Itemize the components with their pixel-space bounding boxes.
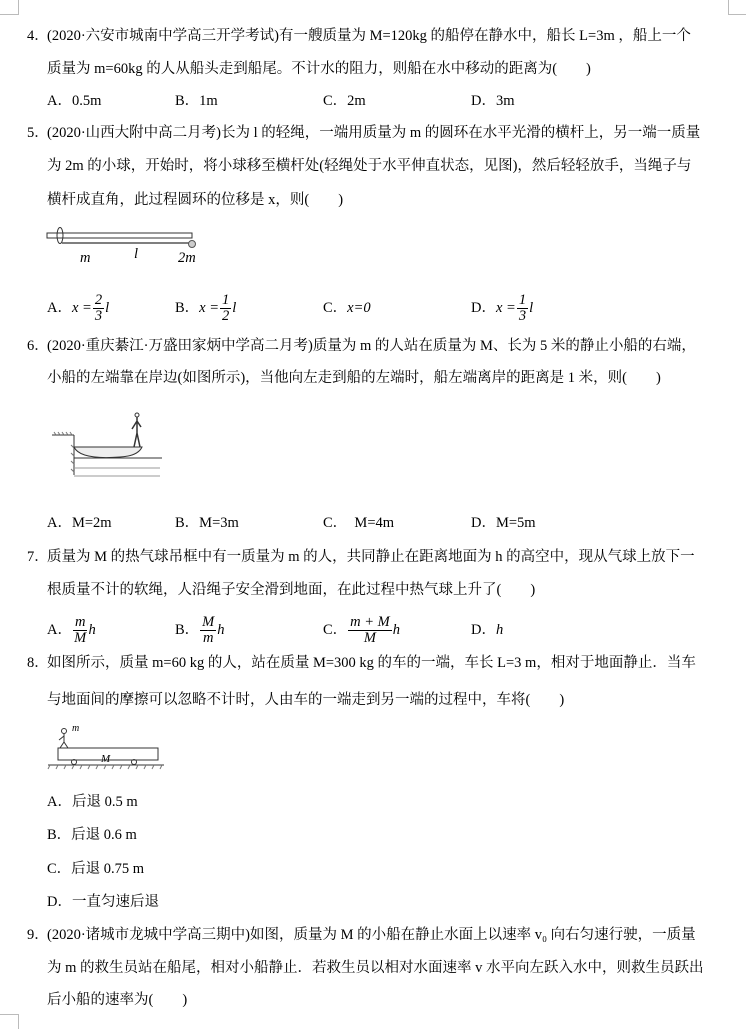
question-text: 后小船的速率为( ) [47,992,188,1008]
question-number: 8． [27,655,49,671]
option-a[interactable] [47,612,96,648]
fraction [348,615,392,646]
question-text: (2020·重庆綦江·万盛田家炳中学高二月考)质量为 m 的人站在质量为 M、长为 5 米的静止小船的右端， [47,338,696,354]
option-d[interactable]: D．3m [471,93,515,109]
option-d[interactable]: D．一直匀速后退 [47,894,159,910]
option-suffix: l [232,300,237,316]
question-number: 5． [27,125,49,141]
question-text: 质量为 m=60kg 的人从船头走到船尾。不计水的阻力，则船在水中移动的距离为( ) [47,61,591,77]
option-suffix: l [529,300,534,316]
option-suffix: h [88,622,96,638]
fraction [93,293,104,324]
boat-shore-figure [50,405,170,477]
option-prefix: x = [71,300,92,316]
label-m: m [80,250,91,266]
question-text: (2020·诸城市龙城中学高三期中)如图，质量为 M 的小船在静止水面上以速率 v₀ 向右匀速行驶，一质量 [47,927,696,943]
question-number: 7． [27,549,49,565]
option-c[interactable]: C．后退 0.75 m [47,861,145,877]
denominator: M [363,630,377,647]
option-c[interactable] [323,290,371,326]
option-c[interactable]: C． M=4m [323,515,395,531]
option-b[interactable]: B．1m [175,93,218,109]
option-c[interactable]: C．2m [323,93,366,109]
numerator: m [74,614,86,631]
question-text: (2020·山西大附中高二月考)长为 l 的轻绳，一端用质量为 m 的圆环在水平光滑的横杆上，另一端一质量 [47,125,701,141]
option-prefix: x = [199,300,220,316]
option-label: B． [175,300,200,316]
option-label: A． [47,622,72,638]
numerator: 2 [94,292,103,309]
option-d[interactable] [471,290,533,326]
option-suffix: h [392,622,401,638]
option-a[interactable]: A．M=2m [47,515,112,531]
option-d[interactable] [471,612,503,648]
fraction [73,615,87,646]
option-a[interactable]: A．后退 0.5 m [47,794,138,810]
question-text: 横杆成直角，此过程圆环的位移是 x，则( ) [47,192,344,208]
question-text: 为 m 的救生员站在船尾，相对小船静止．若救生员以相对水面速率 v 水平向左跃入水中，则救生员跃出 [47,960,704,976]
option-label: A． [47,300,72,316]
question-number: 6． [27,338,49,354]
option-a[interactable] [47,290,109,326]
question-number: 9． [27,927,49,943]
question-text: (2020·六安市城南中学高三开学考试)有一艘质量为 M=120kg 的船停在静水中，船长 L=3m ，船上一个 [47,28,691,44]
corner-mark [728,0,746,15]
question-text: 为 2m 的小球，开始时，将小球移至横杆处(轻绳处于水平伸直状态，见图)，然后轻轻放手，当绳子与 [47,158,692,174]
question-number: 4． [27,28,49,44]
denominator: 3 [518,308,527,325]
option-b[interactable] [175,612,225,648]
fraction [200,615,216,646]
question-text: 如图所示，质量 m=60 kg 的人，站在质量 M=300 kg 的车的一端，车长 L=3 m，相对于地面静止．当车 [47,655,696,671]
option-b[interactable]: B．后退 0.6 m [47,827,137,843]
question-text: 小船的左端靠在岸边(如图所示)，当他向左走到船的左端时，船左端离岸的距离是 1 米，则( ) [47,370,661,386]
option-label: B． [175,622,200,638]
label-M: M [101,753,111,765]
question-text: 根质量不计的软绳，人沿绳子安全滑到地面，在此过程中热气球上升了( ) [47,582,536,598]
option-b[interactable] [175,290,236,326]
numerator: 1 [518,292,527,309]
numerator: M [202,614,215,631]
label-l: l [134,246,139,262]
label-m: m [72,723,80,734]
fraction [517,293,528,324]
option-suffix: h [217,622,225,638]
numerator: m + M [350,614,390,631]
numerator: 1 [222,292,230,309]
corner-mark [0,0,19,15]
option-c[interactable] [323,612,400,648]
denominator: 2 [222,308,230,325]
option-label: C． [323,300,348,316]
option-label: D． [471,300,496,316]
question-text: 质量为 M 的热气球吊框中有一质量为 m 的人，共同静止在距离地面为 h 的高空中，现从气球上放下一 [47,549,695,565]
option-label: C． [323,622,348,638]
option-b[interactable]: B．M=3m [175,515,239,531]
corner-mark [0,1014,19,1029]
question-text: 与地面间的摩擦可以忽略不计时，人由车的一端走到另一端的过程中，车将( ) [47,692,565,708]
option-value: h [495,622,504,638]
denominator: M [74,630,87,647]
option-label: D． [471,622,496,638]
option-suffix: l [105,300,110,316]
option-a[interactable]: A．0.5m [47,93,102,109]
fraction [220,293,231,324]
option-d[interactable]: D．M=5m [471,515,536,531]
label-2m: 2m [178,250,196,266]
denominator: m [202,630,214,647]
denominator: 3 [94,308,103,325]
option-prefix: x = [495,300,516,316]
option-value: x=0 [347,300,371,316]
